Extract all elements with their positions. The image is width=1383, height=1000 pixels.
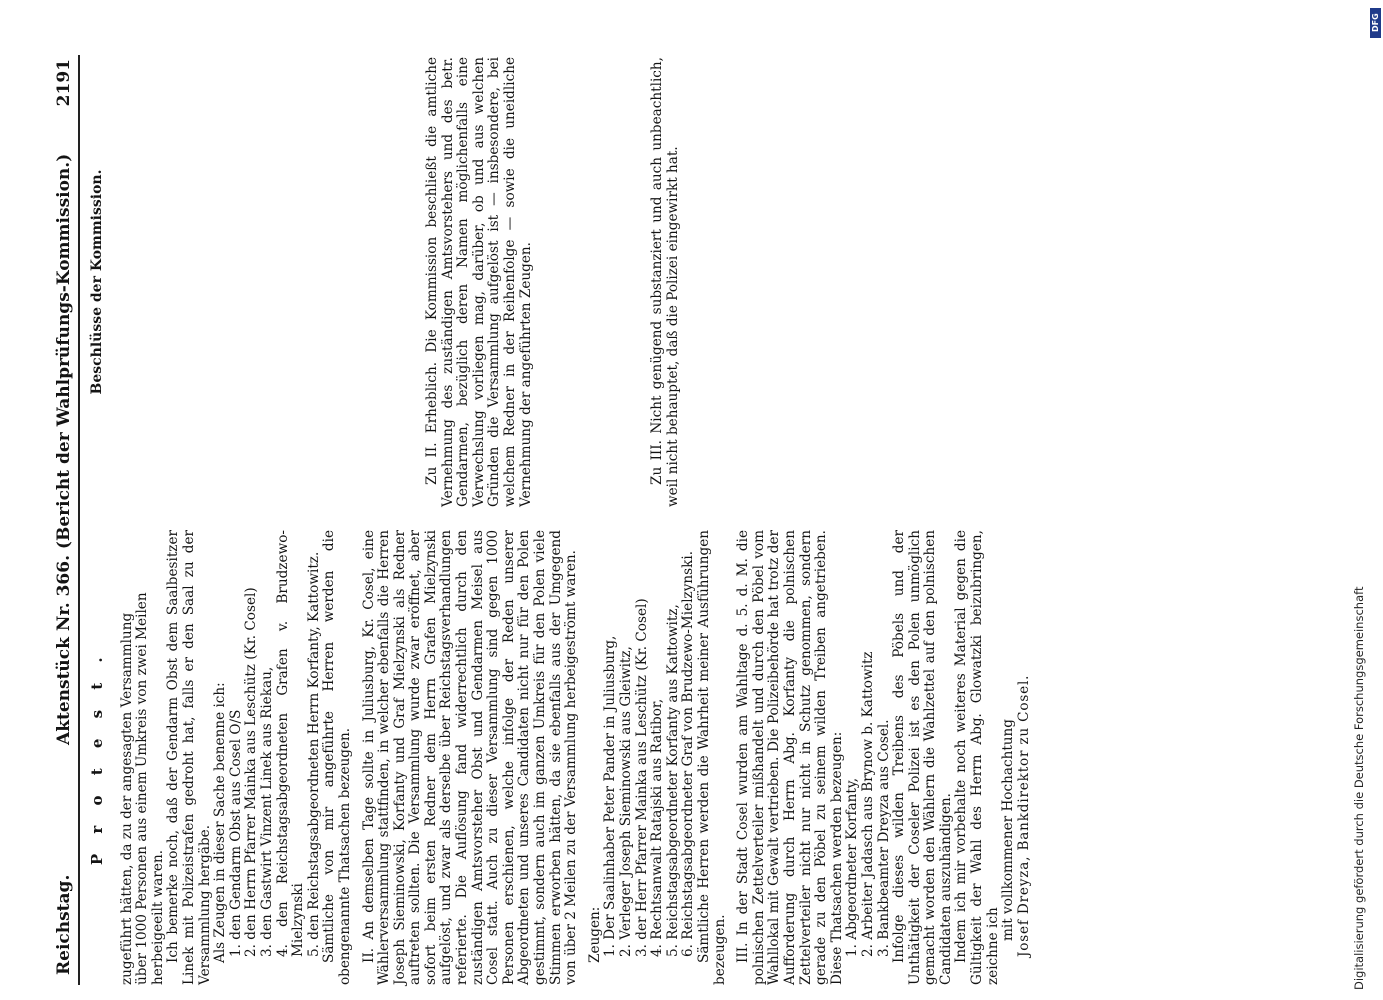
resolutions-title: Beschlüsse der Kommission. [89,169,105,395]
witness-item: 4. Rechtsanwalt Ratajski aus Ratibor, [649,698,666,957]
witness-item: 3. Bankbeamter Dreyza aus Cosel. [875,719,892,957]
paragraph-bemerke: Ich bemerke noch, daß der Gendarm Obst dem Saalbesitzer Linek mit Polizeistrafen gedroht hat, falls er den Saal zu der Versammlung hergäbe. [165,530,213,985]
witness-item: 5. Reichstagsabgeordneter Korfanty aus Kattowitz, [664,604,681,957]
witness-item: 2. den Herrn Pfarrer Mainka aus Leschütz (Kr. Cosel) [243,587,260,957]
zeugen-intro: Als Zeugen in dieser Sache benenne ich: [212,682,229,963]
rotated-print-page [50,55,1330,985]
resolution-II-block [425,57,534,507]
left-column [90,530,1032,985]
closing-line: mit vollkommener Hochachtung [1000,718,1017,941]
zeugen-title: Zeugen: [586,906,603,963]
header-left: Reichstag. [54,874,74,975]
paragraph-infolge: Infolge dieses wilden Treibens des Pöbels und der Unthätigkeit der Coseler Polizei ist es den Polen unmöglich gemacht worden den Wählern die Wahlzettel auf den polnischen Candidaten auszuhändigen. [891,530,954,985]
witness-item: 3. der Herr Pfarrer Mainka aus Leschütz (Kr. Cosel) [633,598,650,957]
intro-line-3: herbeigeeilt waren. [149,849,166,985]
witness-item: 1. Der Saalinhaber Peter Pander in Juliusburg, [602,635,619,957]
resolutions-heading-block [90,57,106,507]
protest-title: P r o t e s t . [88,649,106,866]
paragraph-saemtliche: Sämtliche von mir angeführte Herren werden die obengenannte Thatsachen bezeugen. [321,530,353,985]
intro-line-1: zugeführt hätten, da zu der angesagten Versammlung [118,612,135,985]
witness-item: 4. den Reichstagsabgeordneten Grafen v. Brudzewo-Mielzynski [274,530,307,957]
paragraph-saemtliche-2: Sämtliche Herren werden die Wahrheit meiner Ausführungen bezeugen. [695,530,728,985]
witness-item: 1. den Gendarm Obst aus Cosel O/S [227,709,244,957]
resolution-III-block [650,57,681,507]
witness-item: 1. Abgeordneter Korfanty, [844,777,861,957]
witness-item: 2. Verleger Joseph Sieminowski aus Gleiwitz, [618,646,634,957]
witness-item: 5. den Reichstagsabgeordneten Herrn Korfanty, Kattowitz. [305,551,322,957]
digitization-credit: Digitalisierung gefördert durch die Deutsche Forschungsgemeinschaft [1352,586,1366,990]
paragraph-III: III. In der Stadt Cosel wurden am Wahltage d. 5. d. M. die polnischen Zettelverteiler mißhandelt und durch den Pöbel vom Wahllokal mit Gewalt vertrieben. Die Polizeibehörde hat trotz der Aufforderung durch Herrn Abg. Korfanty die polnischen Zettelverteiler nicht nur nicht in Schutz genommen, sondern gerade zu den Pöbel zu seinem wilden Treiben angetrieben. Diese Thatsachen werden bezeugen: [735,530,845,985]
resolution-II: Zu II. Erheblich. Die Kommission beschließt die amtliche Vernehmung des zuständigen Amtsvorstehers und des betr. Gendarmen, bezüglich deren Namen möglichenfalls eine Verwechslung vorliegen mag, darüber, ob und aus welchen Gründen die Versammlung aufgelöst ist — insbesondere, bei welchem Redner in der Reihenfolge — sowie die uneidliche Vernehmung der angeführten Zeugen. [424,57,534,507]
paragraph-II: II. An demselben Tage sollte in Juliusburg, Kr. Cosel, eine Wählerversammlung stattfinden, in welcher ebenfalls die Herren Joseph Sieminowski, Korfanty und Graf Mielzynski als Redner auftreten sollten. Die Versammlung wurde zwar eröffnet, aber sofort beim ersten Redner dem Herrn Grafen Mielzynski aufgelöst, und zwar als derselbe über Reichstagsverhandlungen referierte. Die Auflösung fand widerrechtlich durch den zuständigen Amtsvorsteher Obst und Gendarmen Meisel aus Cosel statt. Auch zu dieser Versammlung sind gegen 1000 Personen erschienen, welche infolge der Reden unserer Abgeordneten und unseres Candidaten nicht nur für den Polen gestimmt, sondern auch im ganzen Umkreis für den Polen viele Stimmen erworben hätten, da sie ebenfalls aus der Umgegend von über 2 Meilen zu der Versammlung herbeigeströmt waren. [360,530,580,985]
paragraph-indem: Indem ich mir vorbehalte noch weiteres Material gegen die Gültigkeit der Wahl des Herrn Abg. Glowatzki beizubringen, zeichne ich [953,530,1001,985]
witness-item: 2. Arbeiter Jadasch aus Brynow b. Kattowitz [859,651,876,957]
resolution-III: Zu III. Nicht genügend substanziert und auch unbeachtlich, weil nicht behauptet, daß die Polizei eingewirkt hat. [649,57,681,507]
header-center: Aktenstück Nr. 366. (Bericht der Wahlprüfungs-Kommission.) [54,153,74,745]
witness-item: 6. Reichstagsabgeordneter Graf von Brudzewo-Mielzynski. [680,550,697,957]
page-number: 2191 [54,59,74,107]
signature: Josef Dreyza, Bankdirektor zu Cosel. [1015,674,1032,957]
intro-line-2: über 1000 Personen aus einem Umkreis von zwei Meilen [134,592,151,985]
witness-item: 3. den Gastwirt Vinzent Linek aus Riekau, [258,666,275,957]
dfg-logo: DFG [1370,8,1381,38]
running-header [50,55,80,985]
